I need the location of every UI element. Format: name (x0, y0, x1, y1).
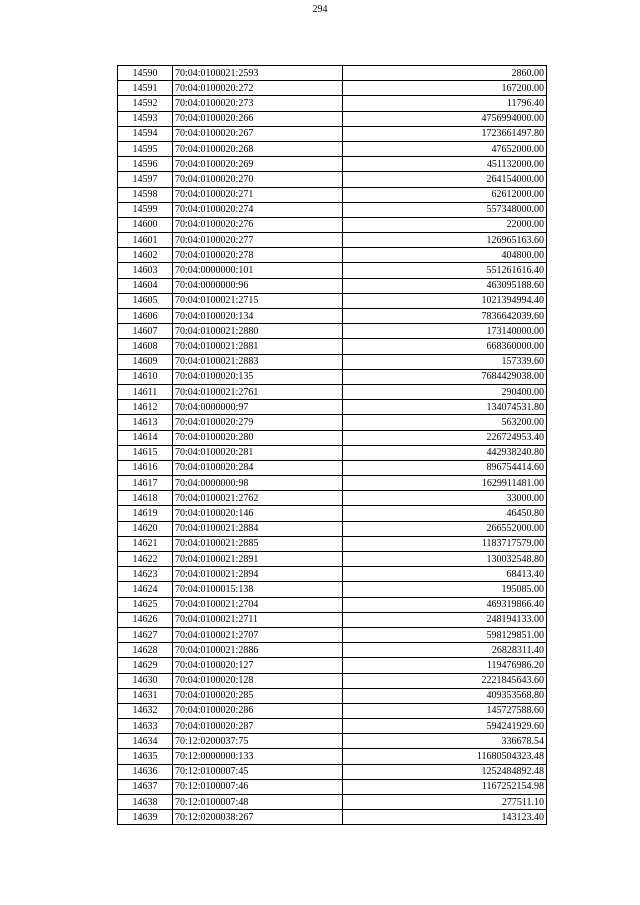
value-cell: 143123.40 (343, 810, 547, 825)
cadastral-number-cell: 70:04:0100020:146 (173, 506, 343, 521)
row-number-cell: 14595 (118, 141, 173, 156)
row-number-cell: 14598 (118, 187, 173, 202)
cadastral-number-cell: 70:04:0100020:135 (173, 369, 343, 384)
table-row (118, 233, 547, 248)
value-cell: 469319866.40 (343, 597, 547, 612)
row-number-cell: 14599 (118, 202, 173, 217)
cadastral-number-cell: 70:04:0100020:285 (173, 688, 343, 703)
row-number-cell: 14619 (118, 506, 173, 521)
value-cell: 119476986.20 (343, 658, 547, 673)
row-number-cell: 14613 (118, 415, 173, 430)
table-row (118, 157, 547, 172)
cadastral-number-cell: 70:04:0100020:286 (173, 703, 343, 718)
cadastral-number-cell: 70:04:0100021:2704 (173, 597, 343, 612)
table-row (118, 521, 547, 536)
row-number-cell: 14592 (118, 96, 173, 111)
row-number-cell: 14597 (118, 172, 173, 187)
row-number-cell: 14625 (118, 597, 173, 612)
value-cell: 451132000.00 (343, 157, 547, 172)
row-number-cell: 14628 (118, 643, 173, 658)
row-number-cell: 14636 (118, 764, 173, 779)
table-row (118, 612, 547, 627)
cadastral-number-cell: 70:04:0100020:276 (173, 217, 343, 232)
value-cell: 2860.00 (343, 66, 547, 81)
row-number-cell: 14638 (118, 795, 173, 810)
table-row (118, 719, 547, 734)
value-cell: 1167252154.98 (343, 779, 547, 794)
row-number-cell: 14620 (118, 521, 173, 536)
row-number-cell: 14631 (118, 688, 173, 703)
row-number-cell: 14618 (118, 491, 173, 506)
table-row (118, 324, 547, 339)
table-row (118, 384, 547, 399)
table-row (118, 627, 547, 642)
cadastral-number-cell: 70:04:0100015:138 (173, 582, 343, 597)
row-number-cell: 14622 (118, 552, 173, 567)
row-number-cell: 14617 (118, 476, 173, 491)
table-row (118, 400, 547, 415)
value-cell: 266552000.00 (343, 521, 547, 536)
value-cell: 1183717579.00 (343, 536, 547, 551)
row-number-cell: 14614 (118, 430, 173, 445)
cadastral-number-cell: 70:04:0100021:2885 (173, 536, 343, 551)
table-row (118, 430, 547, 445)
cadastral-number-cell: 70:04:0100021:2894 (173, 567, 343, 582)
cadastral-number-cell: 70:04:0100021:2762 (173, 491, 343, 506)
row-number-cell: 14607 (118, 324, 173, 339)
table-row (118, 567, 547, 582)
table-row (118, 552, 547, 567)
value-cell: 173140000.00 (343, 324, 547, 339)
table-row (118, 643, 547, 658)
row-number-cell: 14627 (118, 627, 173, 642)
row-number-cell: 14603 (118, 263, 173, 278)
table-row (118, 703, 547, 718)
value-cell: 167200.00 (343, 81, 547, 96)
cadastral-number-cell: 70:04:0100021:2593 (173, 66, 343, 81)
cadastral-number-cell: 70:12:0100007:48 (173, 795, 343, 810)
cadastral-number-cell: 70:04:0000000:96 (173, 278, 343, 293)
row-number-cell: 14609 (118, 354, 173, 369)
value-cell: 47652000.00 (343, 141, 547, 156)
cadastral-number-cell: 70:04:0000000:97 (173, 400, 343, 415)
value-cell: 11680504323.48 (343, 749, 547, 764)
table-row (118, 293, 547, 308)
value-cell: 26828311.40 (343, 643, 547, 658)
value-cell: 248194133.00 (343, 612, 547, 627)
table-row (118, 369, 547, 384)
row-number-cell: 14633 (118, 719, 173, 734)
value-cell: 551261616.40 (343, 263, 547, 278)
row-number-cell: 14610 (118, 369, 173, 384)
cadastral-number-cell: 70:04:0100020:267 (173, 126, 343, 141)
table-row (118, 309, 547, 324)
table-row (118, 96, 547, 111)
table-row (118, 795, 547, 810)
cadastral-number-cell: 70:04:0100021:2715 (173, 293, 343, 308)
value-cell: 130032548.80 (343, 552, 547, 567)
cadastral-number-cell: 70:04:0100020:268 (173, 141, 343, 156)
cadastral-number-cell: 70:04:0100021:2884 (173, 521, 343, 536)
value-cell: 7684429038.00 (343, 369, 547, 384)
value-cell: 46450.80 (343, 506, 547, 521)
value-cell: 226724953.40 (343, 430, 547, 445)
page-number: 294 (312, 4, 328, 15)
table-row (118, 263, 547, 278)
value-cell: 4756994000.00 (343, 111, 547, 126)
value-cell: 33000.00 (343, 491, 547, 506)
cadastral-number-cell: 70:04:0100020:271 (173, 187, 343, 202)
cadastral-value-table (117, 65, 547, 825)
value-cell: 62612000.00 (343, 187, 547, 202)
value-cell: 2221845643.60 (343, 673, 547, 688)
value-cell: 145727588.60 (343, 703, 547, 718)
value-cell: 22000.00 (343, 217, 547, 232)
cadastral-number-cell: 70:04:0100020:287 (173, 719, 343, 734)
table-row (118, 354, 547, 369)
row-number-cell: 14604 (118, 278, 173, 293)
value-cell: 7836642039.60 (343, 309, 547, 324)
row-number-cell: 14637 (118, 779, 173, 794)
value-cell: 598129851.00 (343, 627, 547, 642)
row-number-cell: 14601 (118, 233, 173, 248)
row-number-cell: 14629 (118, 658, 173, 673)
value-cell: 264154000.00 (343, 172, 547, 187)
table-row (118, 688, 547, 703)
table-row (118, 734, 547, 749)
value-cell: 126965163.60 (343, 233, 547, 248)
value-cell: 557348000.00 (343, 202, 547, 217)
cadastral-number-cell: 70:04:0100020:280 (173, 430, 343, 445)
table-row (118, 597, 547, 612)
cadastral-number-cell: 70:04:0100020:270 (173, 172, 343, 187)
row-number-cell: 14591 (118, 81, 173, 96)
value-cell: 896754414.60 (343, 460, 547, 475)
cadastral-number-cell: 70:04:0100020:272 (173, 81, 343, 96)
row-number-cell: 14624 (118, 582, 173, 597)
value-cell: 563200.00 (343, 415, 547, 430)
table-row (118, 202, 547, 217)
table-row (118, 172, 547, 187)
row-number-cell: 14635 (118, 749, 173, 764)
row-number-cell: 14602 (118, 248, 173, 263)
table-row (118, 445, 547, 460)
value-cell: 594241929.60 (343, 719, 547, 734)
value-cell: 463095188.60 (343, 278, 547, 293)
row-number-cell: 14596 (118, 157, 173, 172)
value-cell: 409353568.80 (343, 688, 547, 703)
row-number-cell: 14630 (118, 673, 173, 688)
cadastral-number-cell: 70:04:0100020:273 (173, 96, 343, 111)
cadastral-number-cell: 70:04:0100020:266 (173, 111, 343, 126)
cadastral-number-cell: 70:04:0100021:2891 (173, 552, 343, 567)
value-cell: 134074531.80 (343, 400, 547, 415)
row-number-cell: 14616 (118, 460, 173, 475)
row-number-cell: 14606 (118, 309, 173, 324)
cadastral-number-cell: 70:04:0100020:274 (173, 202, 343, 217)
value-cell: 68413.40 (343, 567, 547, 582)
cadastral-number-cell: 70:12:0200038:267 (173, 810, 343, 825)
table-row (118, 506, 547, 521)
table-row (118, 764, 547, 779)
value-cell: 1629911481.00 (343, 476, 547, 491)
cadastral-number-cell: 70:04:0100021:2707 (173, 627, 343, 642)
cadastral-number-cell: 70:04:0100021:2886 (173, 643, 343, 658)
cadastral-number-cell: 70:04:0100021:2883 (173, 354, 343, 369)
row-number-cell: 14639 (118, 810, 173, 825)
value-cell: 336678.54 (343, 734, 547, 749)
table-row (118, 278, 547, 293)
value-cell: 290400.00 (343, 384, 547, 399)
value-cell: 404800.00 (343, 248, 547, 263)
row-number-cell: 14621 (118, 536, 173, 551)
cadastral-number-cell: 70:04:0100020:127 (173, 658, 343, 673)
table-row (118, 339, 547, 354)
table-row (118, 415, 547, 430)
row-number-cell: 14632 (118, 703, 173, 718)
cadastral-number-cell: 70:04:0100021:2881 (173, 339, 343, 354)
cadastral-number-cell: 70:04:0100020:128 (173, 673, 343, 688)
cadastral-number-cell: 70:04:0100020:278 (173, 248, 343, 263)
cadastral-number-cell: 70:04:0100020:279 (173, 415, 343, 430)
value-cell: 277511.10 (343, 795, 547, 810)
cadastral-number-cell: 70:12:0100007:45 (173, 764, 343, 779)
cadastral-number-cell: 70:12:0100007:46 (173, 779, 343, 794)
row-number-cell: 14626 (118, 612, 173, 627)
table-row (118, 582, 547, 597)
row-number-cell: 14611 (118, 384, 173, 399)
cadastral-number-cell: 70:12:0000000:133 (173, 749, 343, 764)
cadastral-number-cell: 70:04:0100020:281 (173, 445, 343, 460)
cadastral-number-cell: 70:04:0000000:101 (173, 263, 343, 278)
value-cell: 442938240.80 (343, 445, 547, 460)
value-cell: 1723661497.80 (343, 126, 547, 141)
table-row (118, 81, 547, 96)
value-cell: 1252484892.48 (343, 764, 547, 779)
table-row (118, 491, 547, 506)
row-number-cell: 14590 (118, 66, 173, 81)
row-number-cell: 14615 (118, 445, 173, 460)
table-row (118, 217, 547, 232)
cadastral-number-cell: 70:04:0100021:2711 (173, 612, 343, 627)
row-number-cell: 14612 (118, 400, 173, 415)
row-number-cell: 14594 (118, 126, 173, 141)
table-row (118, 111, 547, 126)
table-row (118, 126, 547, 141)
table-row (118, 476, 547, 491)
table-row (118, 248, 547, 263)
value-cell: 195085.00 (343, 582, 547, 597)
table-row (118, 779, 547, 794)
value-cell: 11796.40 (343, 96, 547, 111)
cadastral-number-cell: 70:04:0100021:2880 (173, 324, 343, 339)
cadastral-number-cell: 70:12:0200037:75 (173, 734, 343, 749)
row-number-cell: 14605 (118, 293, 173, 308)
table-row (118, 66, 547, 81)
value-cell: 157339.60 (343, 354, 547, 369)
cadastral-number-cell: 70:04:0100020:134 (173, 309, 343, 324)
cadastral-number-cell: 70:04:0100020:284 (173, 460, 343, 475)
table-row (118, 658, 547, 673)
table-row (118, 749, 547, 764)
table-row (118, 673, 547, 688)
value-cell: 1021394994.40 (343, 293, 547, 308)
row-number-cell: 14600 (118, 217, 173, 232)
table-row (118, 810, 547, 825)
table-row (118, 536, 547, 551)
cadastral-number-cell: 70:04:0100020:269 (173, 157, 343, 172)
table-row (118, 141, 547, 156)
row-number-cell: 14634 (118, 734, 173, 749)
row-number-cell: 14623 (118, 567, 173, 582)
cadastral-number-cell: 70:04:0100021:2761 (173, 384, 343, 399)
value-cell: 668360000.00 (343, 339, 547, 354)
cadastral-number-cell: 70:04:0000000:98 (173, 476, 343, 491)
row-number-cell: 14608 (118, 339, 173, 354)
table-body (118, 66, 547, 825)
row-number-cell: 14593 (118, 111, 173, 126)
table-row (118, 187, 547, 202)
cadastral-number-cell: 70:04:0100020:277 (173, 233, 343, 248)
table-row (118, 460, 547, 475)
